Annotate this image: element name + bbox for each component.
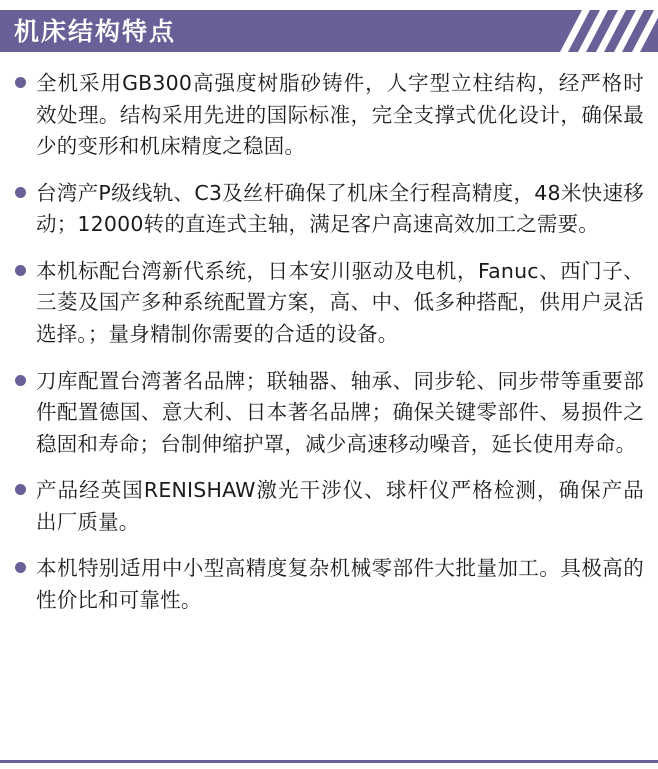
list-item-text: 本机特别适用中小型高精度复杂机械零部件大批量加工。具极高的性价比和可靠性。	[36, 556, 644, 612]
list-item-text: 全机采用GB300高强度树脂砂铸件，人字型立柱结构，经严格时效处理。结构采用先进的国际标准，完全支撑式优化设计，确保最少的变形和机床精度之稳固。	[36, 71, 644, 159]
list-item	[14, 68, 644, 163]
page-title: 机床结构特点	[14, 16, 177, 46]
bullet-dot-icon	[15, 484, 26, 495]
list-item	[14, 178, 644, 241]
list-item-text: 产品经英国RENISHAW激光干涉仪、球杆仪严格检测，确保产品出厂质量。	[36, 478, 644, 534]
diagonal-stripes-icon	[538, 10, 658, 52]
footer-divider	[0, 760, 658, 763]
section-header	[0, 10, 658, 52]
bullet-dot-icon	[15, 375, 26, 386]
list-item	[14, 475, 644, 538]
bullet-dot-icon	[15, 265, 26, 276]
bullet-dot-icon	[15, 77, 26, 88]
list-item-text: 台湾产P级线轨、C3及丝杆确保了机床全行程高精度，48米快速移动；12000转的直连式主轴，满足客户高速高效加工之需要。	[36, 180, 644, 237]
list-item	[14, 366, 644, 461]
feature-list	[0, 52, 658, 616]
list-item-text: 本机标配台湾新代系统，日本安川驱动及电机，Fanuc、西门子、三菱及国产多种系统配置方案，高、中、低多种搭配，供用户灵活选择。；量身精制你需要的合适的设备。	[36, 258, 644, 346]
list-item	[14, 553, 644, 616]
list-item	[14, 256, 644, 351]
bullet-dot-icon	[15, 562, 26, 573]
list-item-text: 刀库配置台湾著名品牌；联轴器、轴承、同步轮、同步带等重要部件配置德国、意大利、日本著名品牌；确保关键零部件、易损件之稳固和寿命；台制伸缩护罩，减少高速移动噪音，延长使用寿命。	[36, 368, 644, 456]
bullet-dot-icon	[15, 187, 26, 198]
document-page	[0, 10, 658, 769]
